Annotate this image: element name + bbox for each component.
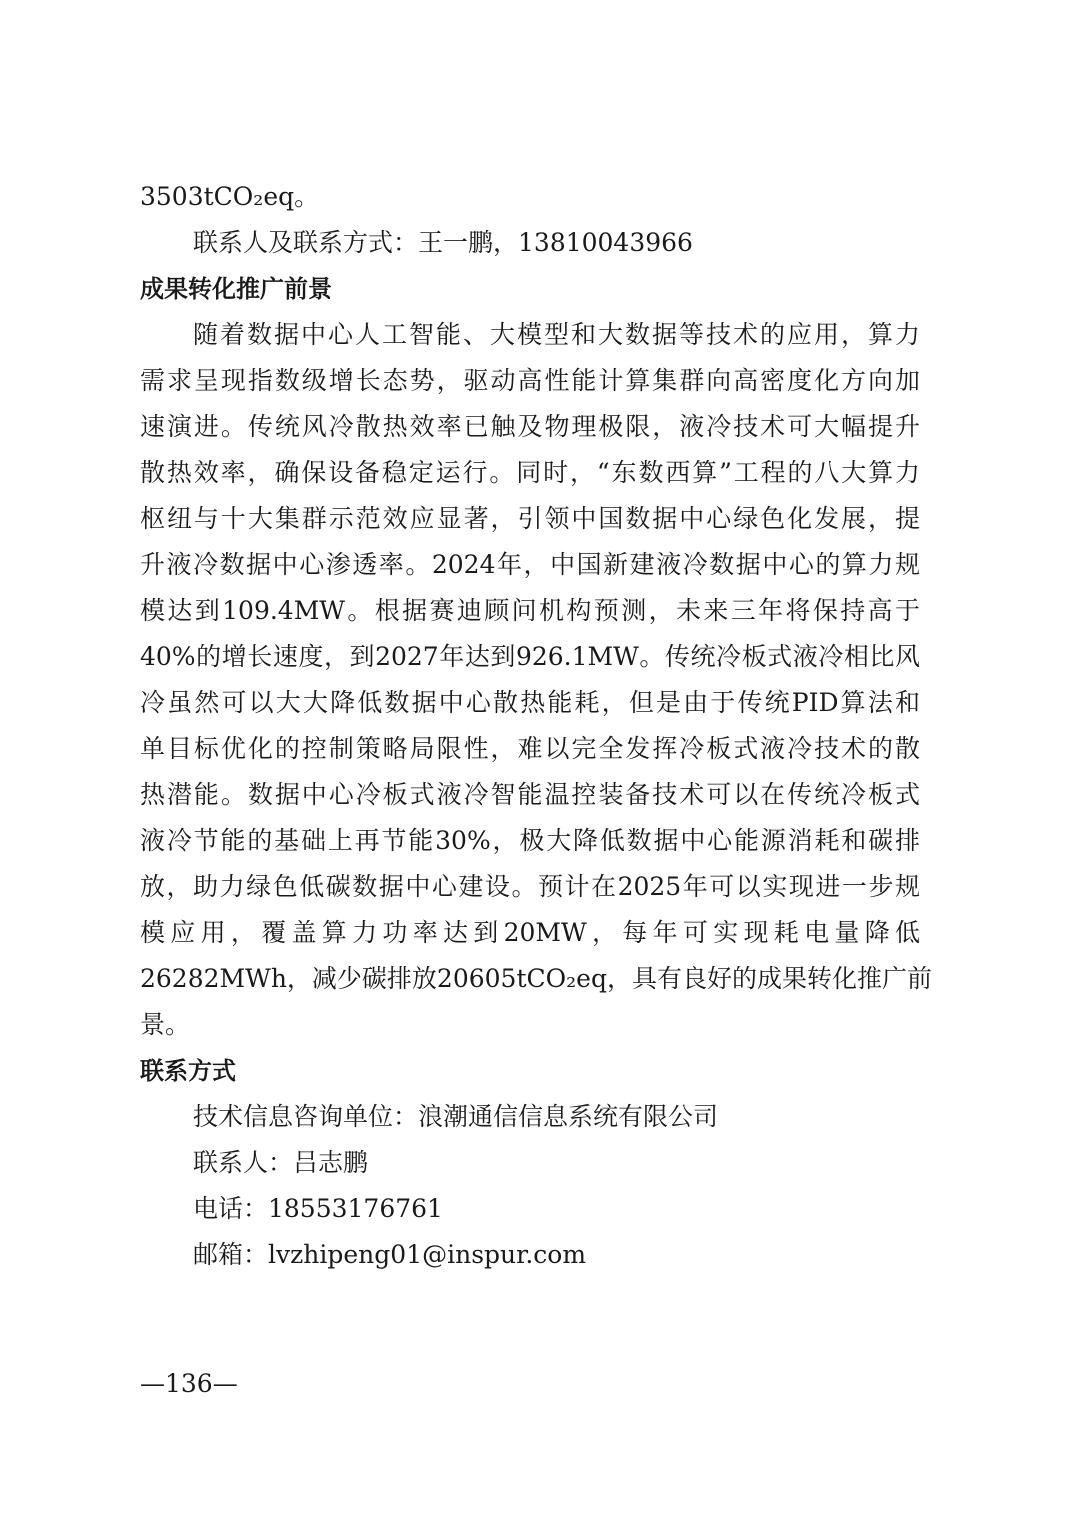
paragraph-line: 模应用，覆盖算力功率达到20MW，每年可实现耗电量降低 bbox=[140, 918, 920, 947]
section-heading-prospect: 成果转化推广前景 bbox=[140, 275, 332, 303]
paragraph-line: 随着数据中心人工智能、大模型和大数据等技术的应用，算力 bbox=[193, 320, 920, 349]
paragraph-line: 散热效率，确保设备稳定运行。同时，“东数西算”工程的八大算力 bbox=[140, 458, 920, 487]
previous-paragraph-tail: 3503tCO₂eq。 bbox=[140, 182, 320, 211]
previous-contact-line: 联系人及联系方式：王一鹏，13810043966 bbox=[193, 228, 693, 257]
paragraph-line: 放，助力绿色低碳数据中心建设。预计在2025年可以实现进一步规 bbox=[140, 872, 920, 901]
paragraph-line: 模达到109.4MW。根据赛迪顾问机构预测，未来三年将保持高于 bbox=[140, 596, 920, 625]
contact-phone: 电话：18553176761 bbox=[193, 1194, 443, 1223]
paragraph-line: 升液冷数据中心渗透率。2024年，中国新建液冷数据中心的算力规 bbox=[140, 550, 920, 579]
paragraph-line: 26282MWh，减少碳排放20605tCO₂eq，具有良好的成果转化推广前 bbox=[140, 964, 932, 993]
paragraph-line: 枢纽与十大集群示范效应显著，引领中国数据中心绿色化发展，提 bbox=[140, 504, 920, 533]
paragraph-line: 景。 bbox=[140, 1010, 191, 1039]
paragraph-line: 速演进。传统风冷散热效率已触及物理极限，液冷技术可大幅提升 bbox=[140, 412, 920, 441]
section-heading-contact: 联系方式 bbox=[140, 1057, 236, 1085]
paragraph-line: 40%的增长速度，到2027年达到926.1MW。传统冷板式液冷相比风 bbox=[140, 642, 920, 671]
page-number: —136— bbox=[140, 1369, 238, 1398]
contact-unit: 技术信息咨询单位：浪潮通信信息系统有限公司 bbox=[193, 1102, 719, 1131]
contact-email: 邮箱：lvzhipeng01@inspur.com bbox=[193, 1240, 587, 1269]
paragraph-line: 单目标优化的控制策略局限性，难以完全发挥冷板式液冷技术的散 bbox=[140, 734, 920, 763]
paragraph-line: 冷虽然可以大大降低数据中心散热能耗，但是由于传统PID算法和 bbox=[140, 688, 920, 717]
contact-person: 联系人：吕志鹏 bbox=[193, 1148, 369, 1177]
paragraph-line: 热潜能。数据中心冷板式液冷智能温控装备技术可以在传统冷板式 bbox=[140, 780, 920, 809]
paragraph-line: 需求呈现指数级增长态势，驱动高性能计算集群向高密度化方向加 bbox=[140, 366, 920, 395]
paragraph-line: 液冷节能的基础上再节能30%，极大降低数据中心能源消耗和碳排 bbox=[140, 826, 920, 855]
